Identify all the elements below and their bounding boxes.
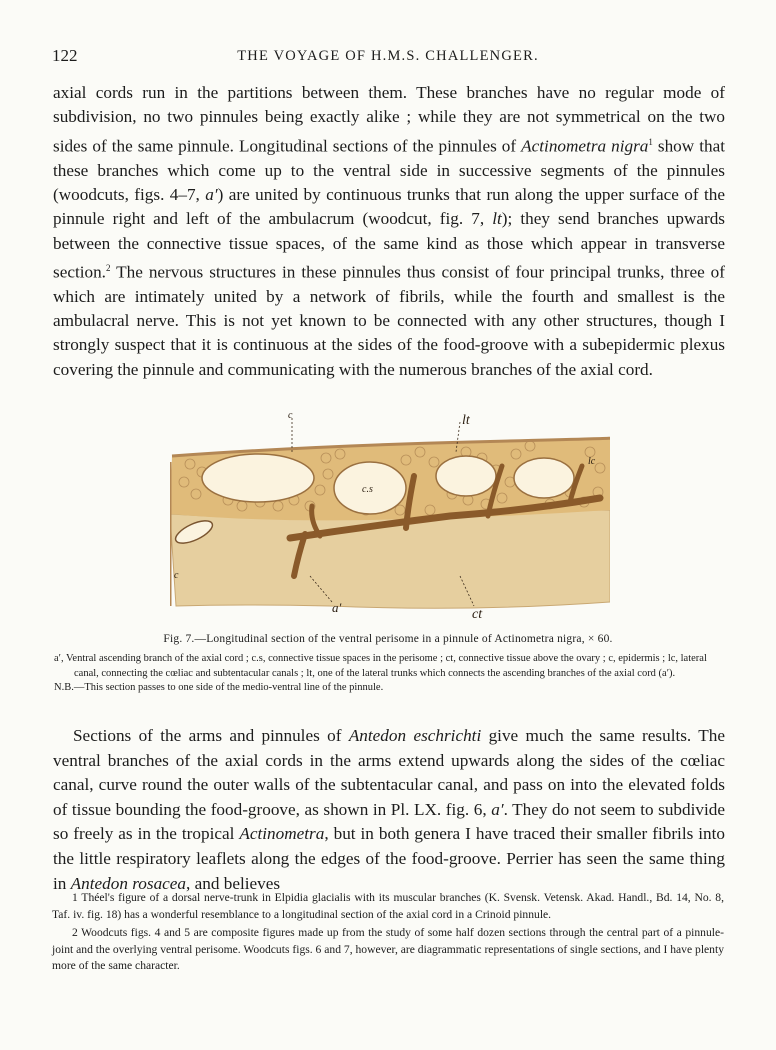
footnote-1: 1 Théel's figure of a dorsal nerve-trunk in Elpidia glacialis with its muscular branches (K. Svensk. Vetensk. Akad. Handl., Bd. 14, No. 8, Taf. iv. fig. 18) has a wonderful resemblance to a longitudinal section of the axial cord in a Crinoid pinnule. (52, 891, 724, 921)
figure-legend (52, 652, 724, 696)
fig-label-a-prime: a′ (332, 600, 342, 615)
fig-label-c-top: c (288, 410, 293, 421)
legend-line-2: N.B.—This section passes to one side of the medio-ventral line of the pinnule. (54, 682, 384, 693)
paragraph-2: Sections of the arms and pinnules of Antedon eschrichti give much the same results. The ventral branches of the axial cords in the arms extend upwards along the sides of the cœliac canal, curve round the outer walls of the subtentacular canal, and pass on into the elevated folds of tissue bounding the food-groove, as shown in Pl. LX. fig. 6, a′. They do not seem to subdivide so freely as in the tropical Actinometra, but in both genera I have traced their smaller fibrils into the little respiratory leaflets along the edges of the food-groove. Perrier has seen the same thing in Antedon rosacea, and believes (53, 726, 725, 893)
fig-label-lc: lc (588, 456, 596, 467)
paragraph-1: axial cords run in the partitions between them. These branches have no regular mode of subdivision, no two pinnules being exactly alike ; while they are not symmetrical on the two sides of the same pinnule. Longitudinal sections of the pinnules of Actinometra nigra$^1$ show that these branches which come up to the ventral side in successive segments of the pinnules (woodcuts, figs. 4–7, a′) are united by continuous trunks that run along the upper surface of the pinnule right and left of the ambulacrum (woodcut, fig. 7, lt); they send branches upwards between the connective tissue spaces, of the same kind as those which appear in transverse section.$^2$ The nervous structures in these pinnules thus consist of four principal trunks, three of which are intimately united by a network of fibrils, while the fourth and smallest is the ambulacral nerve. This is not yet known to be connected with any other structures, though I strongly suspect that it is continuous at the sides of the food-groove with a subepidermic plexus covering the pinnule and communicating with the numerous branches of the axial cord. (53, 83, 725, 379)
footnotes (52, 890, 724, 977)
page-number: 122 (52, 46, 78, 65)
figure-7-illustration (170, 406, 610, 622)
fig-label-ct: ct (472, 607, 483, 622)
footnote-2: 2 Woodcuts figs. 4 and 5 are composite figures made up from the study of some half dozen sections through the central part of a pinnule-joint and the overlying ventral perisome. Woodcuts figs. 6 and 7, however, are diagrammatic representations of single sections, and I have plenty more of the same character. (52, 926, 724, 972)
fig-label-cs: c.s (362, 484, 373, 495)
legend-line-1: a′, Ventral ascending branch of the axial cord ; c.s, connective tissue spaces in the perisome ; ct, connective tissue above the ovary ; c, epidermis ; lc, lateral canal, connecting the cœliac and subtentacular canals ; lt, one of the lateral trunks which connects the ascending branches of the axial cord (a′). (54, 653, 707, 679)
fig-label-lt: lt (462, 413, 470, 428)
fig-label-c-left: c (174, 570, 179, 581)
running-head: THE VOYAGE OF H.M.S. CHALLENGER. (237, 48, 539, 64)
figure-caption: Fig. 7.—Longitudinal section of the ventral perisome in a pinnule of Actinometra nigra, × 60. (163, 633, 613, 645)
